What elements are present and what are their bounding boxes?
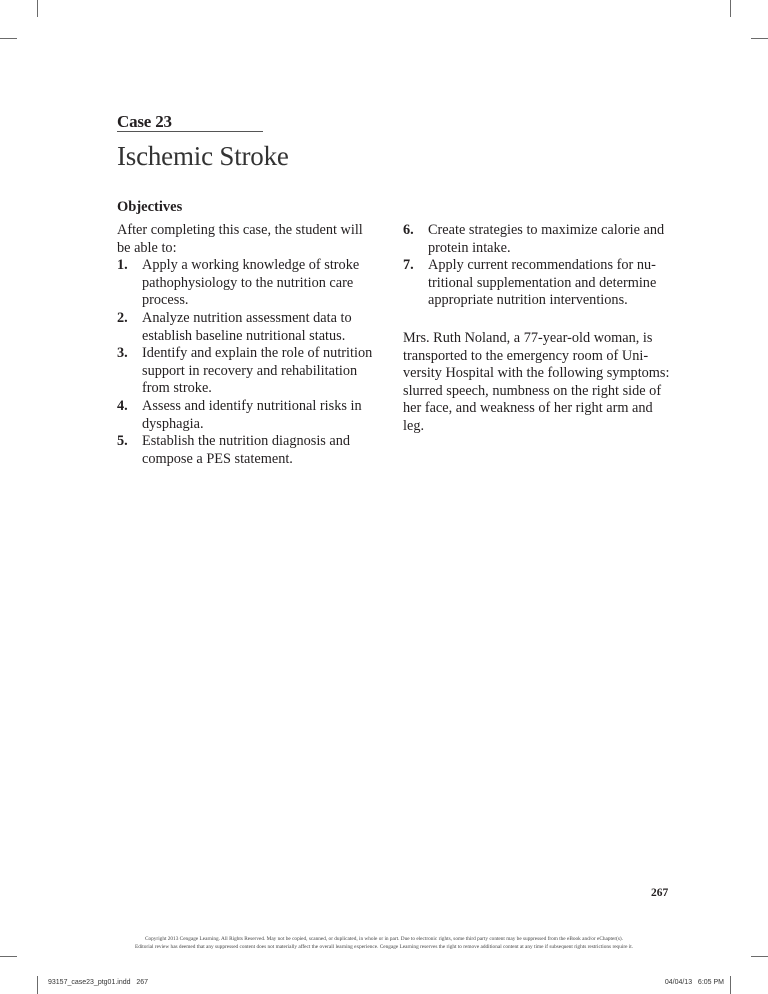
objective-item — [117, 310, 379, 345]
crop-mark-top-right-vertical — [730, 0, 731, 17]
objective-number: 7. — [403, 257, 414, 274]
print-slug-date: 04/04/13 6:05 PM — [664, 979, 724, 986]
objective-text: Apply current recommendations for nutritional supplementation and determine appropriate nutrition interventions. — [428, 257, 657, 309]
objectives-list-continued — [403, 222, 671, 310]
copyright-notice — [0, 935, 768, 951]
crop-mark-bottom-left-horizontal — [0, 956, 17, 957]
objective-text: Apply a working knowledge of stroke pathophysiology to the nutrition care process. — [142, 257, 360, 309]
case-label: Case 23 — [117, 113, 263, 132]
objective-number: 5. — [117, 433, 128, 450]
crop-mark-bottom-left-vertical — [37, 976, 38, 994]
print-slug-file: 93157_case23_ptg01.indd 267 — [48, 979, 149, 986]
copyright-line-2: Editorial review has deemed that any suppressed content does not materially affect the overall learning experience. Cengage Learning reserves the right to remove additional content at any time if subsequent rights restrictions require it. — [134, 944, 634, 950]
crop-mark-bottom-right-vertical — [730, 976, 731, 994]
crop-mark-top-left-horizontal — [0, 38, 17, 39]
objective-item — [117, 345, 379, 398]
objective-item — [403, 222, 671, 257]
objectives-intro: After completing this case, the student will be able to: — [117, 222, 363, 256]
objective-number: 4. — [117, 397, 128, 414]
objective-text: Create strategies to maximize calorie and protein intake. — [428, 222, 665, 256]
objective-item — [117, 257, 379, 310]
case-description: Mrs. Ruth Noland, a 77-year-old woman, is transported to the emergency room of University Hospital with the following symptoms: slurred speech, numbness on the right side of her face, and weakness of her right arm and leg. — [403, 329, 670, 434]
objective-text: Establish the nutrition diagnosis and compose a PES statement. — [142, 433, 351, 467]
page-number: 267 — [651, 887, 669, 899]
crop-mark-bottom-right-horizontal — [751, 956, 768, 957]
left-column — [117, 222, 379, 468]
objective-text: Analyze nutrition assessment data to establish baseline nutritional status. — [142, 309, 352, 344]
objective-number: 1. — [117, 257, 128, 274]
objective-item — [117, 398, 379, 433]
objective-text: Identify and explain the role of nutrition support in recovery and rehabilitation from stroke. — [142, 345, 373, 397]
crop-mark-top-left-vertical — [37, 0, 38, 17]
objective-number: 3. — [117, 345, 128, 362]
objective-item — [403, 257, 671, 310]
objective-item — [117, 433, 379, 468]
objective-text: Assess and identify nutritional risks in dysphagia. — [142, 397, 362, 432]
crop-mark-top-right-horizontal — [751, 38, 768, 39]
objectives-list — [117, 257, 379, 468]
objective-number: 6. — [403, 222, 414, 238]
case-title: Ischemic Stroke — [117, 141, 289, 171]
objective-number: 2. — [117, 309, 128, 326]
objectives-heading: Objectives — [117, 199, 183, 215]
right-column — [403, 222, 671, 436]
copyright-line-1: Copyright 2013 Cengage Learning. All Rights Reserved. May not be copied, scanned, or duplicated, in whole or in part. Due to electronic rights, some third party content may be suppressed from the eBook and/or eChapter(s). — [144, 936, 624, 942]
